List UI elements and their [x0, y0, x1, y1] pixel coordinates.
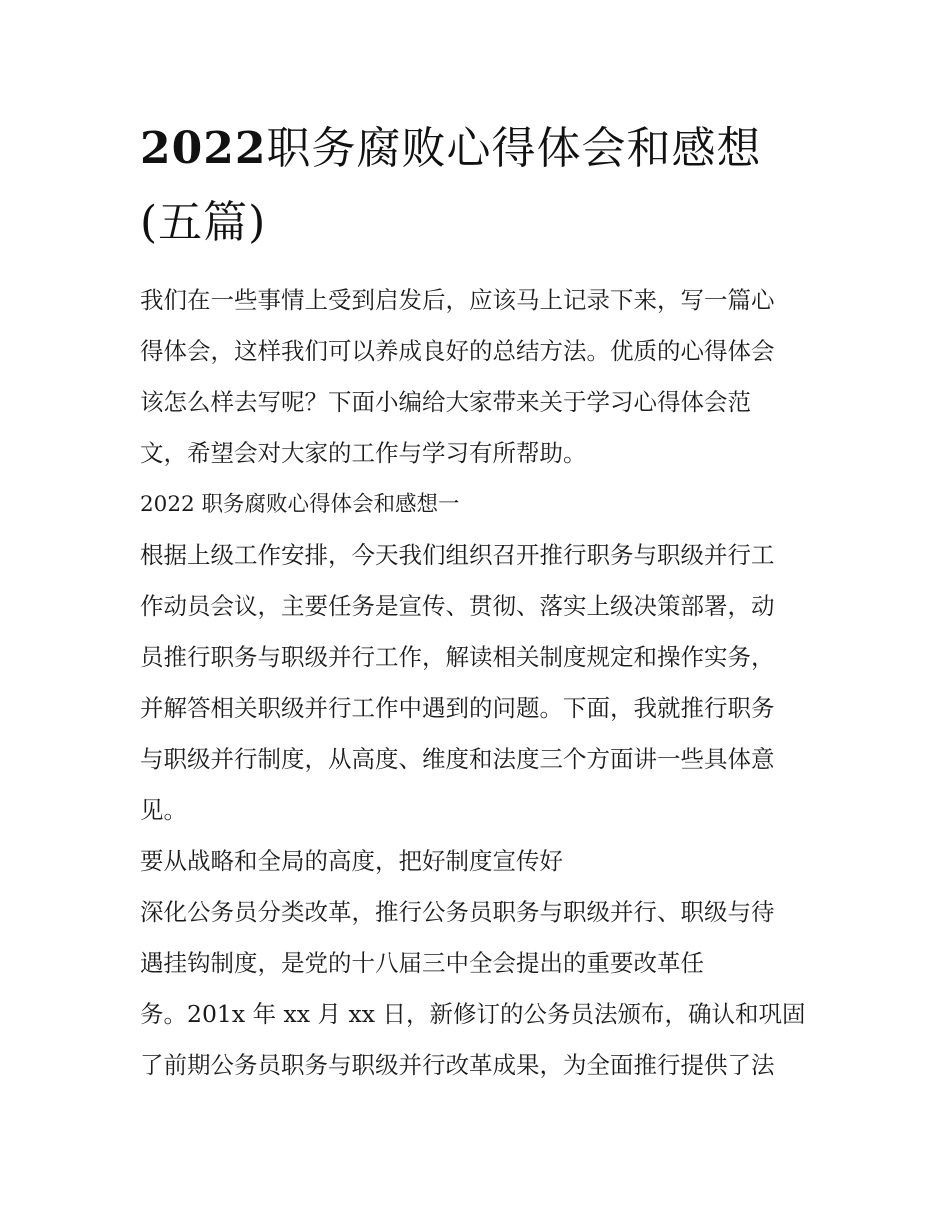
title-text: 职务腐败心得体会和感想 — [266, 123, 762, 174]
body-line: 见。 — [140, 796, 187, 824]
body-line: 文，希望会对大家的工作与学习有所帮助。 — [140, 439, 587, 467]
body-line: 遇挂钩制度，是党的十八届三中全会提出的重要改革任 — [140, 949, 704, 977]
body-line: 得体会，这样我们可以养成良好的总结方法。优质的心得体会 — [140, 337, 775, 365]
body-line: 并解答相关职级并行工作中遇到的问题。下面，我就推行职务 — [140, 694, 775, 722]
title-subtitle: (五篇) — [140, 197, 267, 248]
body-line: 该怎么样去写呢？下面小编给大家带来关于学习心得体会范 — [140, 388, 751, 416]
section-heading: 2022 职务腐败心得体会和感想一 — [140, 492, 460, 517]
body-line: 根据上级工作安排，今天我们组织召开推行职务与职级并行工 — [140, 541, 775, 569]
body-line: 我们在一些事情上受到启发后，应该马上记录下来，写一篇心 — [140, 286, 775, 314]
body-line: 与职级并行制度，从高度、维度和法度三个方面讲一些具体意 — [140, 745, 775, 773]
subsection-heading: 要从战略和全局的高度，把好制度宣传好 — [140, 847, 563, 875]
body-line: 深化公务员分类改革，推行公务员职务与职级并行、职级与待 — [140, 898, 775, 926]
document-body — [140, 275, 820, 1091]
body-line: 务。201x 年 xx 月 xx 日，新修订的公务员法颁布，确认和巩固 — [140, 1000, 806, 1028]
body-line: 了前期公务员职务与职级并行改革成果，为全面推行提供了法 — [140, 1051, 775, 1079]
title-year: 2022 — [140, 123, 267, 174]
document-title — [140, 112, 820, 260]
body-line: 员推行职务与职级并行工作，解读相关制度规定和操作实务， — [140, 643, 775, 671]
body-line: 作动员会议，主要任务是宣传、贯彻、落实上级决策部署，动 — [140, 592, 775, 620]
